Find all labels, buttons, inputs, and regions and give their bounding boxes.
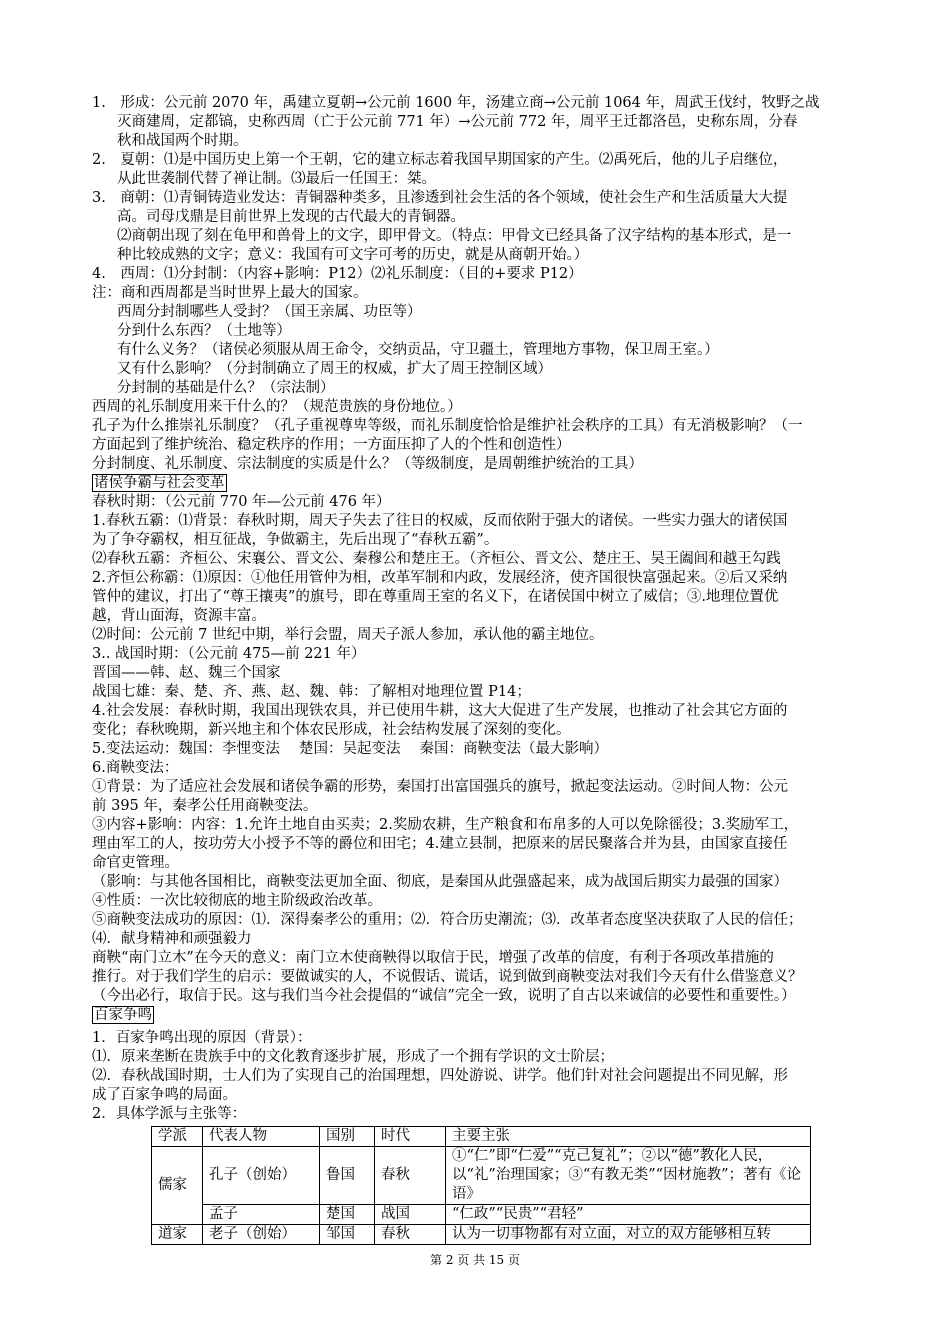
text-line: 高。司母戊鼎是目前世界上发现的古代最大的青铜器。 bbox=[117, 209, 465, 225]
table-row bbox=[152, 1225, 811, 1245]
section-heading bbox=[92, 1006, 154, 1025]
table-header-cell: 学派 bbox=[152, 1127, 203, 1147]
table-cell-school: 道家 bbox=[152, 1225, 203, 1245]
table-header-row bbox=[152, 1127, 811, 1147]
text-line: 6.商鞅变法： bbox=[92, 760, 179, 776]
table-cell-era: 春秋 bbox=[375, 1225, 446, 1245]
table-cell-school: 儒家 bbox=[152, 1147, 203, 1225]
page-footer: 第 2 页 共 15 页 bbox=[430, 1253, 520, 1267]
text-line: ③内容+影响：内容：1.允许土地自由买卖；2.奖励农耕，生产粮食和布帛多的人可以免除徭役；3.奖励军工， bbox=[92, 817, 799, 833]
table-cell-person: 孟子 bbox=[203, 1205, 320, 1225]
table-header-cell: 代表人物 bbox=[203, 1127, 320, 1147]
text-line: 春秋时期：（公元前 770 年—公元前 476 年） bbox=[92, 494, 391, 510]
text-line: 为了争夺霸权，相互征战，争做霸主，先后出现了“春秋五霸”。 bbox=[92, 532, 499, 548]
text-line: （影响：与其他各国相比，商鞅变法更加全面、彻底，是秦国从此强盛起来，成为战国后期实力最强的国家） bbox=[92, 874, 788, 890]
text-line: 1.春秋五霸：⑴背景：春秋时期，周天子失去了往日的权威，反而依附于强大的诸侯。一些实力强大的诸侯国 bbox=[92, 513, 788, 529]
text-line: 管仲的建议，打出了“尊王攘夷”的旗号，即在尊重周王室的名义下，在诸侯国中树立了威信；③.地理位置优 bbox=[92, 589, 779, 605]
text-line: 注：商和西周都是当时世界上最大的国家。 bbox=[92, 285, 368, 301]
table-cell-state: 楚国 bbox=[320, 1205, 375, 1225]
text-line: 方面起到了维护统治、稳定秩序的作用；一方面压抑了人的个性和创造性） bbox=[92, 437, 571, 453]
text-line: 2.齐恒公称霸：⑴原因：①他任用管仲为相，改革军制和内政，发展经济，使齐国很快富强起来。②后又采纳 bbox=[92, 570, 788, 586]
text-line: 推行。对于我们学生的启示：要做诚实的人，不说假话、谎话，说到做到商鞅变法对我们今天有什么借鉴意义？ bbox=[92, 969, 803, 985]
text-line: 4.社会发展：春秋时期，我国出现铁农具，并已使用牛耕，这大大促进了生产发展，也推动了社会其它方面的 bbox=[92, 703, 788, 719]
text-line: ⑵商朝出现了刻在龟甲和兽骨上的文字，即甲骨文。（特点：甲骨文已经具备了汉字结构的基本形式，是一 bbox=[117, 228, 792, 244]
text-line: 命官吏管理。 bbox=[92, 855, 179, 871]
text-line: 变化；春秋晚期，新兴地主和个体农民形成，社会结构发展了深刻的变化。 bbox=[92, 722, 571, 738]
text-line: 1．百家争鸣出现的原因（背景）： bbox=[92, 1030, 312, 1046]
text-line: 越，背山面海，资源丰富。 bbox=[92, 608, 266, 624]
text-line: 4. 西周：⑴分封制：（内容+影响：P12）⑵礼乐制度：（目的+要求 P12） bbox=[92, 266, 583, 282]
text-line: 前 395 年，秦孝公任用商鞅变法。 bbox=[92, 798, 318, 814]
schools-table bbox=[151, 1126, 811, 1245]
text-line: 秋和战国两个时期。 bbox=[117, 133, 248, 149]
table-header-cell: 时代 bbox=[375, 1127, 446, 1147]
table-cell-state: 邹国 bbox=[320, 1225, 375, 1245]
text-line: 分封制度、礼乐制度、宗法制度的实质是什么？（等级制度，是周朝维护统治的工具） bbox=[92, 456, 643, 472]
text-line: ⑷．献身精神和顽强毅力 bbox=[92, 931, 252, 947]
text-line: 西周的礼乐制度用来干什么的？（规范贵族的身份地位。） bbox=[92, 399, 462, 415]
text-line: 分封制的基础是什么？（宗法制） bbox=[117, 380, 335, 396]
text-line: （今出必行，取信于民。这与我们当今社会提倡的“诚信”完全一致，说明了自古以来诚信的必要性和重要性。） bbox=[92, 988, 796, 1004]
section-heading bbox=[92, 474, 227, 493]
text-line: ④性质：一次比较彻底的地主阶级政治改革。 bbox=[92, 893, 382, 909]
text-line: 分到什么东西？（土地等） bbox=[117, 323, 291, 339]
table-row bbox=[152, 1205, 811, 1225]
text-line: 战国七雄：秦、楚、齐、燕、赵、魏、韩：了解相对地理位置 P14； bbox=[92, 684, 531, 700]
text-line: 从此世袭制代替了禅让制。⑶最后一任国王：桀。 bbox=[117, 171, 436, 187]
text-line: 又有什么影响？（分封制确立了周王的权威，扩大了周王控制区域） bbox=[117, 361, 552, 377]
table-row bbox=[152, 1147, 811, 1205]
table-header-cell: 主要主张 bbox=[446, 1127, 811, 1147]
text-line: 3.. 战国时期：（公元前 475—前 221 年） bbox=[92, 646, 366, 662]
text-line: 灭商建周，定都镐，史称西周（亡于公元前 771 年）→公元前 772 年，周平王迁都洛邑，史称东周，分春 bbox=[117, 114, 798, 130]
table-header-cell: 国别 bbox=[320, 1127, 375, 1147]
text-line: ⑵春秋五霸：齐桓公、宋襄公、晋文公、秦穆公和楚庄王。（齐桓公、晋文公、楚庄王、吴王阖闾和越王勾践 bbox=[92, 551, 781, 567]
text-line: 5.变法运动：魏国：李悝变法 楚国：吴起变法 秦国：商鞅变法（最大影响） bbox=[92, 741, 609, 757]
text-line: 有什么义务？（诸侯必须服从周王命令，交纳贡品，守卫疆土，管理地方事物，保卫周王室。） bbox=[117, 342, 719, 358]
text-line: 2. 夏朝：⑴是中国历史上第一个王朝，它的建立标志着我国早期国家的产生。⑵禹死后，他的儿子启继位， bbox=[92, 152, 788, 168]
table-cell-era: 春秋 bbox=[375, 1147, 446, 1205]
text-line: 成了百家争鸣的局面。 bbox=[92, 1087, 237, 1103]
section-heading-label: 诸侯争霸与社会变革 bbox=[94, 475, 225, 491]
text-line: ⑴．原来垄断在贵族手中的文化教育逐步扩展，形成了一个拥有学识的文士阶层； bbox=[92, 1049, 614, 1065]
table-cell-state: 鲁国 bbox=[320, 1147, 375, 1205]
text-line: 孔子为什么推崇礼乐制度？（孔子重视尊卑等级，而礼乐制度恰恰是维护社会秩序的工具）有无消极影响？（一 bbox=[92, 418, 803, 434]
table-cell-claim: ①“仁”即“仁爱”“克己复礼”；②以“德”教化人民，以“礼”治理国家；③“有教无类”“因材施教”；著有《论语》 bbox=[446, 1147, 811, 1205]
table-cell-claim: “仁政”“民贵”“君轻” bbox=[446, 1205, 811, 1225]
table-cell-person: 孔子（创始） bbox=[203, 1147, 320, 1205]
section-heading-label: 百家争鸣 bbox=[94, 1007, 152, 1023]
text-line: ⑵时间：公元前 7 世纪中期，举行会盟，周天子派人参加，承认他的霸主地位。 bbox=[92, 627, 604, 643]
text-line: 理由军工的人，按功劳大小授予不等的爵位和田宅；4.建立县制，把原来的居民聚落合并为县，由国家直接任 bbox=[92, 836, 788, 852]
table-cell-person: 老子（创始） bbox=[203, 1225, 320, 1245]
table-cell-claim: 认为一切事物都有对立面，对立的双方能够相互转 bbox=[446, 1225, 811, 1245]
text-line: 晋国——韩、赵、魏三个国家 bbox=[92, 665, 281, 681]
text-line: 种比较成熟的文字；意义：我国有可文字可考的历史，就是从商朝开始。） bbox=[117, 247, 589, 263]
text-line: ⑵．春秋战国时期，士人们为了实现自己的治国理想，四处游说、讲学。他们针对社会问题提出不同见解，形 bbox=[92, 1068, 788, 1084]
text-line: 1. 形成：公元前 2070 年，禹建立夏朝→公元前 1600 年，汤建立商→公元前 1064 年，周武王伐纣，牧野之战 bbox=[92, 95, 820, 111]
text-line: 2．具体学派与主张等： bbox=[92, 1106, 247, 1122]
text-line: 3. 商朝：⑴青铜铸造业发达：青铜器种类多，且渗透到社会生活的各个领域，使社会生产和生活质量大大提 bbox=[92, 190, 788, 206]
text-line: ①背景：为了适应社会发展和诸侯争霸的形势，秦国打出富国强兵的旗号，掀起变法运动。②时间人物：公元 bbox=[92, 779, 788, 795]
table-cell-era: 战国 bbox=[375, 1205, 446, 1225]
text-line: ⑤商鞅变法成功的原因：⑴．深得秦孝公的重用；⑵．符合历史潮流；⑶．改革者态度坚决获取了人民的信任； bbox=[92, 912, 803, 928]
text-line: 西周分封制哪些人受封？（国王亲属、功臣等） bbox=[117, 304, 422, 320]
text-line: 商鞅“南门立木”在今天的意义：南门立木使商鞅得以取信于民，增强了改革的信度，有利于各项改革措施的 bbox=[92, 950, 774, 966]
